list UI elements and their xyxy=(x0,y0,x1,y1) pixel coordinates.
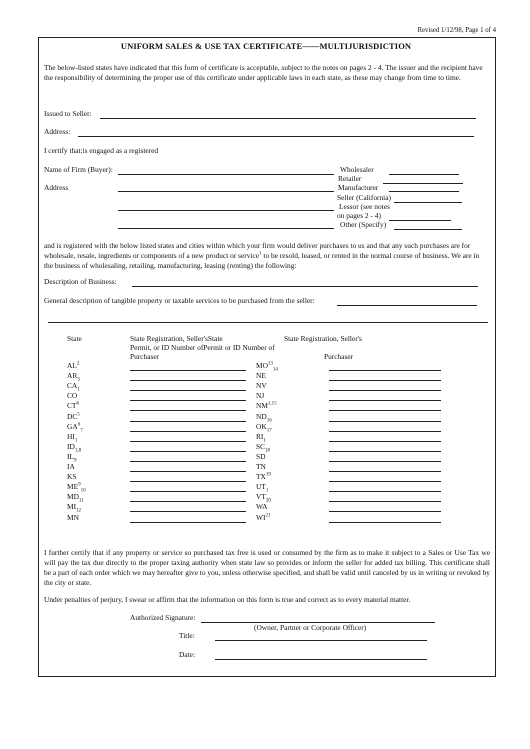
state-code: IA xyxy=(67,462,75,471)
registration-number-field[interactable] xyxy=(130,501,246,502)
seller-address-field[interactable] xyxy=(78,136,474,137)
registration-number-field[interactable] xyxy=(130,491,246,492)
property-desc-label: General description of tangible property or taxable services to be purchased from the seller: xyxy=(44,296,315,305)
lessor-check[interactable] xyxy=(389,220,451,221)
title-label: Title: xyxy=(179,631,195,640)
certify-label: I certify that:is engaged as a registered xyxy=(44,146,159,155)
state-code: SD xyxy=(256,451,266,461)
registration-number-field[interactable] xyxy=(130,441,246,442)
signature-label: Authorized Signature: xyxy=(130,613,196,622)
property-desc-field[interactable] xyxy=(337,305,477,306)
business-desc-label: Description of Business: xyxy=(44,277,117,286)
state-code: CO xyxy=(67,391,78,401)
state-code: $OK_{17}$ xyxy=(256,421,272,434)
registration-number-field[interactable] xyxy=(329,380,441,381)
seller-address-label: Address: xyxy=(44,127,71,136)
issued-to-field[interactable] xyxy=(100,118,476,119)
state-code: $VT_{20}$ xyxy=(256,492,271,504)
type-wholesaler: Wholesaler xyxy=(340,165,374,174)
reg-header-2-line1: State Registration, Seller's xyxy=(284,334,362,343)
state-code: TX$^{19}$ xyxy=(256,472,271,482)
state-code: $MO^{13}_{14}$ xyxy=(256,361,278,373)
registration-number-field[interactable] xyxy=(329,370,441,371)
intro-paragraph: The below-listed states have indicated that this form of certificate is acceptable, subject to the notes on pages 2 - 4. The issuer and the recipient have the responsibility of determining the proper use of this certificate under applicable laws in each state, as these may change from time to time. xyxy=(44,63,483,82)
type-lessor-1: Lessor (see notes xyxy=(339,202,390,211)
registration-number-field[interactable] xyxy=(130,370,246,371)
state-code: $CT^6$ xyxy=(67,401,79,411)
state-code: $CA_1$ xyxy=(67,381,80,393)
type-seller-ca: Seller (California) xyxy=(337,193,391,202)
registration-number-field[interactable] xyxy=(329,511,441,512)
property-desc-field-2[interactable] xyxy=(48,322,488,323)
state-code: $DC^5$ xyxy=(67,411,80,421)
state-code: MN xyxy=(67,512,79,522)
buyer-address-field-3[interactable] xyxy=(118,228,334,229)
registration-number-field[interactable] xyxy=(329,522,441,523)
registration-number-field[interactable] xyxy=(329,441,441,442)
buyer-address-label: Address xyxy=(44,183,69,192)
state-code: $ME^9_{10}$ xyxy=(67,482,86,494)
buyer-address-field-1[interactable] xyxy=(118,191,334,192)
reg-header-1-line2: Permit, or ID Number ofPermit or ID Number of xyxy=(130,343,275,352)
registration-number-field[interactable] xyxy=(130,380,246,381)
state-code: NM$^{1,15}$ xyxy=(256,401,277,411)
state-code: NV xyxy=(256,381,267,391)
registration-number-field[interactable] xyxy=(130,461,246,462)
state-code: $MD_{11}$ xyxy=(67,492,84,504)
registration-number-field[interactable] xyxy=(329,410,441,411)
type-manufacturer: Manufacturer xyxy=(338,183,379,192)
registration-number-field[interactable] xyxy=(329,400,441,401)
perjury-statement: Under penalties of perjury, I swear or affirm that the information on this form is true and correct as to every material matter. xyxy=(44,595,411,604)
registration-number-field[interactable] xyxy=(329,390,441,391)
registration-number-field[interactable] xyxy=(329,451,441,452)
form-title: UNIFORM SALES & USE TAX CERTIFICATE——MULTIJURISDICTION xyxy=(120,41,412,51)
registration-number-field[interactable] xyxy=(130,481,246,482)
registration-number-field[interactable] xyxy=(130,390,246,391)
state-code: NE xyxy=(256,371,266,381)
state-code: $UT_1$ xyxy=(256,482,269,494)
registration-number-field[interactable] xyxy=(130,511,246,512)
registered-paragraph: and is registered with the below listed states and cities within which your firm would deliver purchases to us and that any such purchases are for wholesale, resale, ingredients or components of a new product or service$^1$ to be resold, leased, or rented in the normal course of business. We are in the business of wholesaling, retailing, manufacturing, leasing (renting) the following: xyxy=(44,241,480,270)
firm-name-label: Name of Firm (Buyer): xyxy=(44,165,113,174)
seller-ca-check[interactable] xyxy=(394,202,462,203)
state-code: WI$^{21}$ xyxy=(256,512,271,522)
state-code: KS xyxy=(67,472,77,482)
registration-number-field[interactable] xyxy=(130,451,246,452)
state-code: $GA^6_7$ xyxy=(67,421,83,434)
buyer-address-field-2[interactable] xyxy=(118,210,334,211)
registration-number-field[interactable] xyxy=(329,431,441,432)
state-code: $ID_{1,8}$ xyxy=(67,441,82,454)
registration-number-field[interactable] xyxy=(329,501,441,502)
registration-number-field[interactable] xyxy=(329,471,441,472)
registration-number-field[interactable] xyxy=(329,481,441,482)
reg-header-1-line3: Purchaser xyxy=(130,352,160,361)
state-code: NJ xyxy=(256,391,265,401)
manufacturer-check[interactable] xyxy=(389,191,459,192)
state-header: State xyxy=(67,334,82,343)
business-desc-field[interactable] xyxy=(132,286,478,287)
registration-number-field[interactable] xyxy=(130,410,246,411)
registration-number-field[interactable] xyxy=(329,491,441,492)
type-other: Other (Specify) xyxy=(340,220,387,229)
state-code: $RI_1$ xyxy=(256,431,266,444)
state-code: $HI_1$ xyxy=(67,431,78,444)
registration-number-field[interactable] xyxy=(130,471,246,472)
registration-number-field[interactable] xyxy=(130,522,246,523)
registration-number-field[interactable] xyxy=(329,421,441,422)
date-field[interactable] xyxy=(215,659,427,660)
further-certify-paragraph: I further certify that if any property or service so purchased tax free is used or consumed by the firm as to make it subject to a Sales or Use Tax we will pay the tax due directly to the proper taxing authority when state law so provides or inform the seller for added tax billing. This certificate shall be a part of each order which we may hereafter give to you, unless otherwise specified, and shall be valid until canceled by us in writing or revoked by the city or state. xyxy=(44,548,490,587)
wholesaler-check[interactable] xyxy=(389,174,459,175)
retailer-check[interactable] xyxy=(383,183,463,184)
reg-header-1-line1: State Registration, Seller'sState xyxy=(130,334,223,343)
title-field[interactable] xyxy=(215,640,427,641)
registration-number-field[interactable] xyxy=(130,400,246,401)
date-label: Date: xyxy=(179,650,196,659)
type-lessor-2: on pages 2 - 4) xyxy=(337,211,381,220)
issued-to-label: Issued to Seller: xyxy=(44,109,92,118)
reg-header-2-line3: Purchaser xyxy=(324,352,354,361)
registration-number-field[interactable] xyxy=(130,421,246,422)
registration-number-field[interactable] xyxy=(329,461,441,462)
state-code: $SC_{18}$ xyxy=(256,441,271,454)
other-specify-field[interactable] xyxy=(394,229,462,230)
state-code: $IL_9$ xyxy=(67,451,77,464)
state-code: WA xyxy=(256,502,268,512)
firm-name-field[interactable] xyxy=(118,174,334,175)
state-code: $ND_{16}$ xyxy=(256,411,272,423)
state-code: TN xyxy=(256,462,266,471)
state-code: $AL^2$ xyxy=(67,361,80,370)
state-code: $MI_{12}$ xyxy=(67,502,82,514)
state-code: $AR_3$ xyxy=(67,371,80,383)
signature-caption: (Owner, Partner or Corporate Officer) xyxy=(254,623,367,632)
registration-number-field[interactable] xyxy=(130,431,246,432)
revised-note: Revised 1/12/98, Page 1 of 4 xyxy=(417,27,496,34)
type-retailer: Retailer xyxy=(338,174,362,183)
